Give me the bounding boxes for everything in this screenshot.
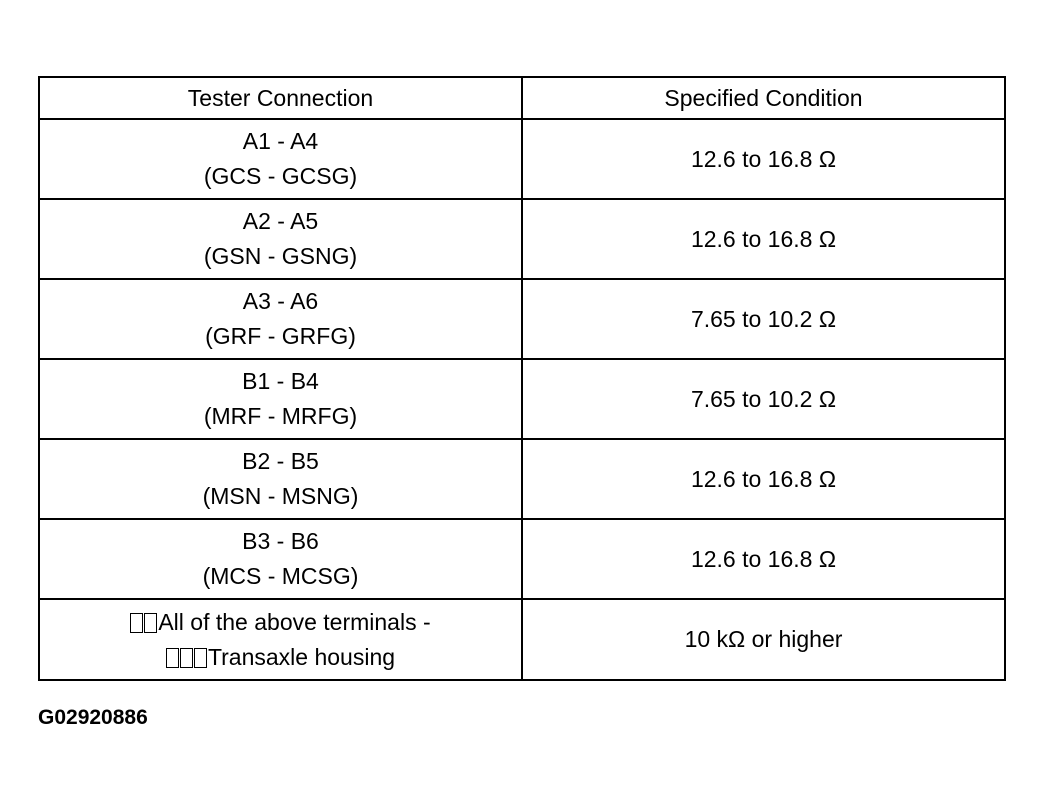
resistance-spec-table (38, 76, 1006, 681)
table-header-row (39, 77, 1005, 119)
specified-condition-cell: 7.65 to 10.2 Ω (522, 279, 1005, 359)
tester-connection-cell (39, 359, 522, 439)
signal-pair: (MSN - MSNG) (202, 483, 359, 509)
missing-glyph-icon (166, 648, 179, 668)
tester-connection-cell (39, 199, 522, 279)
missing-glyph-icon (194, 648, 207, 668)
table-row (39, 279, 1005, 359)
specified-condition-cell: 12.6 to 16.8 Ω (522, 439, 1005, 519)
terminal-pair: B3 - B6 (242, 528, 319, 554)
table-row (39, 199, 1005, 279)
tester-connection-cell (39, 599, 522, 680)
signal-pair: (GCS - GCSG) (203, 163, 358, 189)
missing-glyph-icon (144, 613, 157, 633)
housing-line (40, 640, 521, 675)
specified-condition-cell: 12.6 to 16.8 Ω (522, 119, 1005, 199)
specified-condition-cell: 12.6 to 16.8 Ω (522, 519, 1005, 599)
tester-connection-cell (39, 279, 522, 359)
missing-glyph-icon (130, 613, 143, 633)
tester-connection-cell (39, 519, 522, 599)
specified-condition-cell: 7.65 to 10.2 Ω (522, 359, 1005, 439)
signal-pair: (GSN - GSNG) (203, 243, 358, 269)
terminal-pair: A1 - A4 (242, 128, 319, 154)
tester-connection-cell (39, 439, 522, 519)
terminal-group-line (40, 605, 521, 640)
table-row (39, 599, 1005, 680)
missing-glyph-icon (180, 648, 193, 668)
table-row (39, 359, 1005, 439)
terminal-group-text: All of the above terminals - (158, 608, 431, 635)
terminal-pair: B1 - B4 (242, 368, 319, 394)
terminal-pair: A3 - A6 (242, 288, 319, 314)
specified-condition-cell: 12.6 to 16.8 Ω (522, 199, 1005, 279)
tester-connection-cell (39, 119, 522, 199)
signal-pair: (GRF - GRFG) (205, 323, 356, 349)
table-row (39, 439, 1005, 519)
table-row (39, 519, 1005, 599)
header-specified-condition: Specified Condition (522, 77, 1005, 119)
figure-code: G02920886 (38, 706, 148, 729)
signal-pair: (MRF - MRFG) (203, 403, 358, 429)
specified-condition-cell: 10 kΩ or higher (522, 599, 1005, 680)
header-tester-connection: Tester Connection (39, 77, 522, 119)
signal-pair: (MCS - MCSG) (202, 563, 359, 589)
terminal-pair: A2 - A5 (242, 208, 319, 234)
terminal-pair: B2 - B5 (242, 448, 319, 474)
table-row (39, 119, 1005, 199)
housing-text: Transaxle housing (207, 643, 396, 670)
